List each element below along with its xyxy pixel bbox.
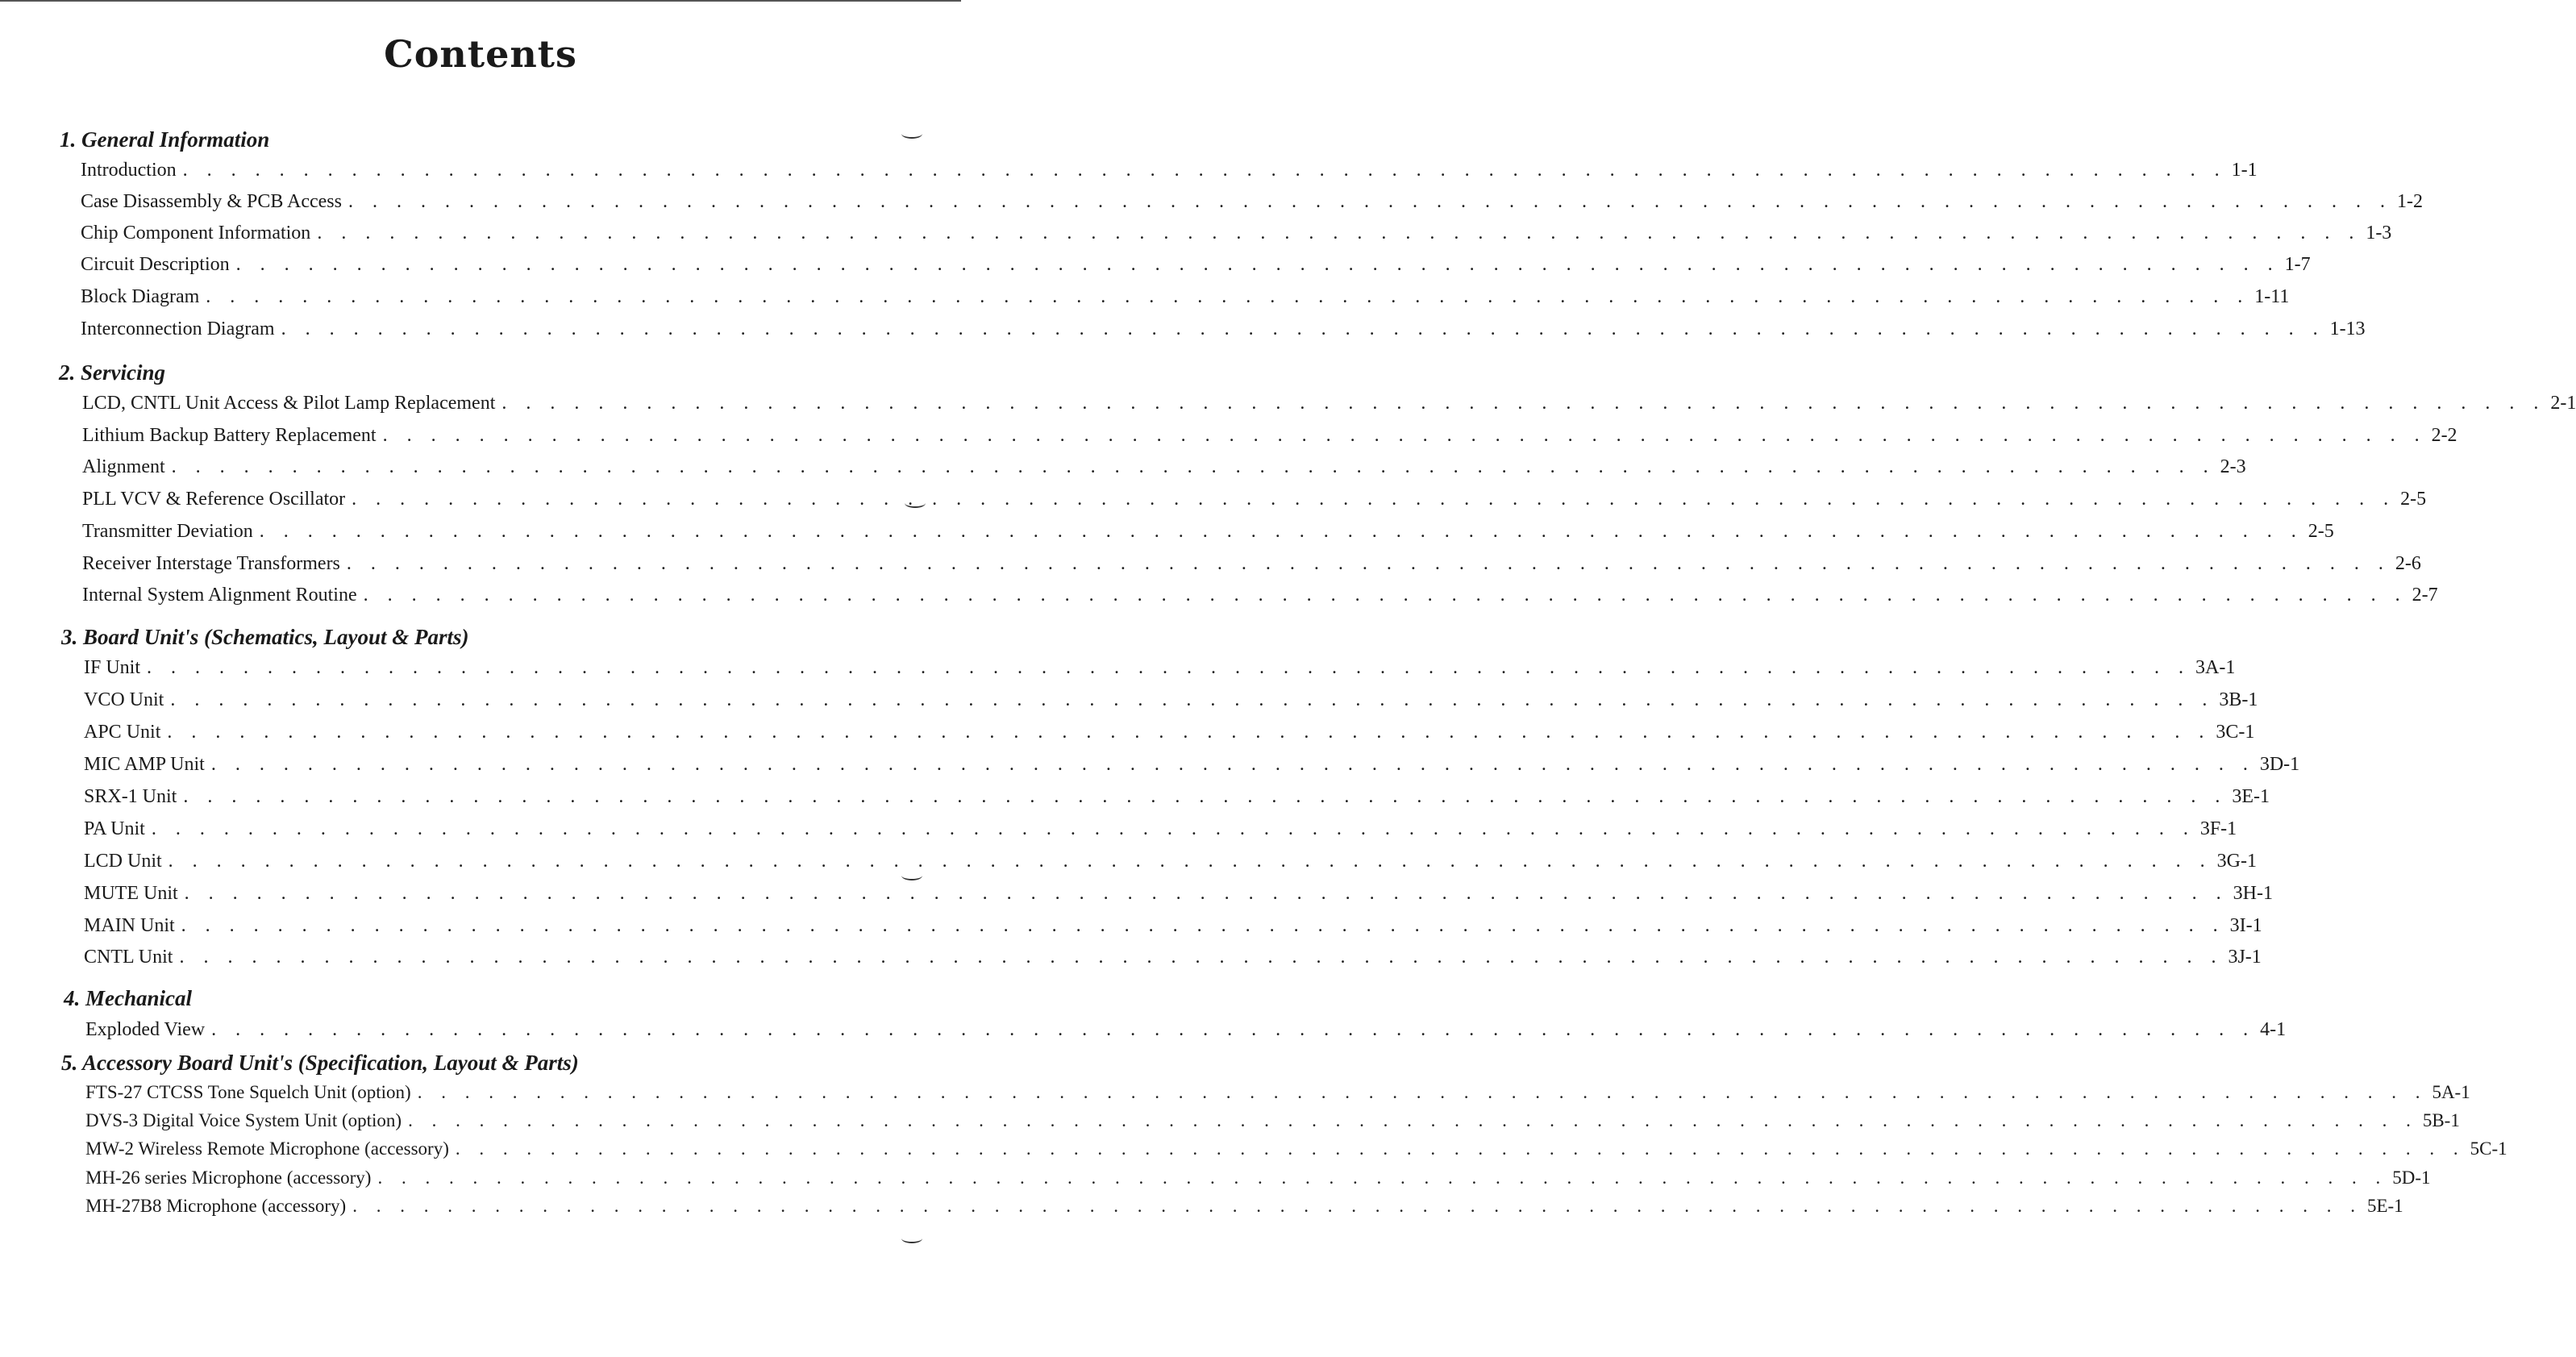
page-title: Contents: [384, 32, 577, 76]
toc-entry[interactable]: [81, 223, 2392, 247]
section-heading: 4. Mechanical: [64, 986, 192, 1010]
toc-entry[interactable]: [85, 1168, 2431, 1192]
toc-entry[interactable]: [82, 585, 2438, 609]
toc-entry[interactable]: [84, 947, 2262, 971]
toc-entry[interactable]: [85, 1138, 2507, 1163]
toc-entry-page-number: 3C-1: [2216, 722, 2255, 743]
toc-entry-page-number: 2-2: [2431, 425, 2457, 446]
dot-leader: . . . . . . . . . . . . . . . . . . . . . . . . . . . . . . . . . . . . . . . . . . . . . . . . . . . . . . . . . . . . . . . . . . . . . . . . . . . . . . . . . . . . .: [363, 585, 2407, 606]
toc-entry-page-number: 2-5: [2400, 489, 2427, 510]
dot-leader: . . . . . . . . . . . . . . . . . . . . . . . . . . . . . . . . . . . . . . . . . . . . . . . . . . . . . . . . . . . . . . . . . . . . . . . . . . . . . . . . . . . . .: [259, 521, 2303, 542]
toc-entry[interactable]: [82, 553, 2421, 577]
dot-leader: . . . . . . . . . . . . . . . . . . . . . . . . . . . . . . . . . . . . . . . . . . . . . . . . . . . . . . . . . . . . . . . . . . . . . . . . . . . . . . . . . . . . .: [348, 191, 2392, 212]
section-heading: 1. General Information: [60, 127, 270, 152]
dot-leader: . . . . . . . . . . . . . . . . . . . . . . . . . . . . . . . . . . . . . . . . . . . . . . . . . . . . . . . . . . . . . . . . . . . . . . . . . . . . . . . . . . . . .: [184, 883, 2229, 904]
toc-entry[interactable]: [84, 915, 2262, 939]
dot-leader: . . . . . . . . . . . . . . . . . . . . . . . . . . . . . . . . . . . . . . . . . . . . . . . . . . . . . . . . . . . . . . . . . . . . . . . . . . . . . . . . . . . . .: [417, 1082, 2428, 1102]
toc-entry-page-number: 5E-1: [2366, 1196, 2403, 1216]
dot-leader: . . . . . . . . . . . . . . . . . . . . . . . . . . . . . . . . . . . . . . . . . . . . . . . . . . . . . . . . . . . . . . . . . . . . . . . . . . . . . . . . . . . . .: [167, 722, 2212, 743]
toc-entry-label: Circuit Description: [81, 254, 230, 275]
dot-leader: . . . . . . . . . . . . . . . . . . . . . . . . . . . . . . . . . . . . . . . . . . . . . . . . . . . . . . . . . . . . . . . . . . . . . . . . . . . . . . . . . . . . .: [211, 1019, 2256, 1040]
section-heading: 2. Servicing: [59, 360, 165, 385]
toc-entry[interactable]: [81, 191, 2423, 215]
dot-leader: . . . . . . . . . . . . . . . . . . . . . . . . . . . . . . . . . . . . . . . . . . . . . . . . . . . . . . . . . . . . . . . . . . . . . . . . . . . . . . . . . . . . .: [346, 553, 2391, 574]
dot-leader: . . . . . . . . . . . . . . . . . . . . . . . . . . . . . . . . . . . . . . . . . . . . . . . . . . . . . . . . . . . . . . . . . . . . . . . . . . . . . . . . . . . . .: [183, 786, 2228, 807]
toc-entry[interactable]: [84, 883, 2273, 907]
toc-entry-page-number: 3G-1: [2216, 851, 2257, 872]
toc-entry-label: IF Unit: [84, 657, 141, 678]
binding-mark: [905, 498, 926, 508]
toc-entry[interactable]: [82, 425, 2457, 449]
dot-leader: . . . . . . . . . . . . . . . . . . . . . . . . . . . . . . . . . . . . . . . . . . . . . . . . . . . . . . . . . . . . . . . . . . . . . . . . . . . . . . . . . . . . .: [408, 1110, 2418, 1130]
dot-leader: . . . . . . . . . . . . . . . . . . . . . . . . . . . . . . . . . . . . . . . . . . . . . . . . . . . . . . . . . . . . . . . . . . . . . . . . . . . . . . . . . . . . .: [171, 456, 2216, 477]
toc-entry-page-number: 3D-1: [2259, 754, 2300, 775]
toc-entry-label: MUTE Unit: [84, 883, 178, 904]
toc-entry-label: Lithium Backup Battery Replacement: [82, 425, 377, 446]
toc-entry-label: MAIN Unit: [84, 915, 175, 936]
toc-entry[interactable]: [85, 1019, 2287, 1043]
toc-entry-label: Exploded View: [85, 1019, 206, 1040]
toc-entry-label: VCO Unit: [84, 689, 164, 710]
dot-leader: . . . . . . . . . . . . . . . . . . . . . . . . . . . . . . . . . . . . . . . . . . . . . . . . . . . . . . . . . . . . . . . . . . . . . . . . . . . . . . . . . . . . .: [206, 286, 2250, 307]
toc-entry[interactable]: [82, 521, 2334, 545]
toc-entry-page-number: 3F-1: [2199, 818, 2237, 839]
toc-entry-label: PLL VCV & Reference Oscillator: [82, 489, 346, 510]
toc-entry-label: SRX-1 Unit: [84, 786, 177, 807]
dot-leader: . . . . . . . . . . . . . . . . . . . . . . . . . . . . . . . . . . . . . . . . . . . . . . . . . . . . . . . . . . . . . . . . . . . . . . . . . . . . . . . . . . . . .: [147, 657, 2191, 678]
dot-leader: . . . . . . . . . . . . . . . . . . . . . . . . . . . . . . . . . . . . . . . . . . . . . . . . . . . . . . . . . . . . . . . . . . . . . . . . . . . . . . . . . . . . .: [181, 915, 2225, 936]
toc-entry[interactable]: [82, 393, 2576, 417]
dot-leader: . . . . . . . . . . . . . . . . . . . . . . . . . . . . . . . . . . . . . . . . . . . . . . . . . . . . . . . . . . . . . . . . . . . . . . . . . . . . . . . . . . . . .: [151, 818, 2195, 839]
toc-entry-page-number: 1-1: [2231, 160, 2258, 181]
toc-entry-label: Alignment: [82, 456, 165, 477]
dot-leader: . . . . . . . . . . . . . . . . . . . . . . . . . . . . . . . . . . . . . . . . . . . . . . . . . . . . . . . . . . . . . . . . . . . . . . . . . . . . . . . . . . . . .: [352, 489, 2396, 510]
toc-entry-page-number: 2-3: [2220, 456, 2246, 477]
toc-entry-label: DVS-3 Digital Voice System Unit (option): [85, 1110, 402, 1130]
toc-entry-label: PA Unit: [84, 818, 145, 839]
toc-entry[interactable]: [85, 1110, 2460, 1134]
section-heading: 3. Board Unit's (Schematics, Layout & Parts): [61, 625, 469, 649]
toc-entry[interactable]: [81, 160, 2258, 184]
toc-entry-label: MIC AMP Unit: [84, 754, 205, 775]
dot-leader: . . . . . . . . . . . . . . . . . . . . . . . . . . . . . . . . . . . . . . . . . . . . . . . . . . . . . . . . . . . . . . . . . . . . . . . . . . . . . . . . . . . . .: [170, 689, 2215, 710]
toc-entry-page-number: 5C-1: [2470, 1138, 2507, 1159]
toc-entry[interactable]: [81, 318, 2366, 343]
section-heading: 5. Accessory Board Unit's (Specification, Layout & Parts): [61, 1051, 579, 1075]
toc-entry-page-number: 4-1: [2260, 1019, 2287, 1040]
toc-entry-page-number: 3J-1: [2228, 947, 2262, 968]
toc-entry-label: APC Unit: [84, 722, 161, 743]
toc-entry[interactable]: [85, 1196, 2403, 1220]
toc-entry[interactable]: [81, 254, 2311, 278]
toc-entry[interactable]: [84, 657, 2236, 681]
toc-entry[interactable]: [84, 722, 2255, 746]
toc-entry[interactable]: [82, 456, 2246, 481]
toc-entry-label: Transmitter Deviation: [82, 521, 253, 542]
dot-leader: . . . . . . . . . . . . . . . . . . . . . . . . . . . . . . . . . . . . . . . . . . . . . . . . . . . . . . . . . . . . . . . . . . . . . . . . . . . . . . . . . . . . .: [179, 947, 2224, 968]
dot-leader: . . . . . . . . . . . . . . . . . . . . . . . . . . . . . . . . . . . . . . . . . . . . . . . . . . . . . . . . . . . . . . . . . . . . . . . . . . . . . . . . . . . . .: [455, 1138, 2466, 1159]
toc-entry-page-number: 1-11: [2254, 286, 2290, 307]
binding-mark: [901, 1234, 922, 1243]
toc-entry[interactable]: [84, 754, 2300, 778]
dot-leader: . . . . . . . . . . . . . . . . . . . . . . . . . . . . . . . . . . . . . . . . . . . . . . . . . . . . . . . . . . . . . . . . . . . . . . . . . . . . . . . . . . . . .: [235, 254, 2280, 275]
toc-entry-label: MH-27B8 Microphone (accessory): [85, 1196, 347, 1216]
dot-leader: . . . . . . . . . . . . . . . . . . . . . . . . . . . . . . . . . . . . . . . . . . . . . . . . . . . . . . . . . . . . . . . . . . . . . . . . . . . . . . . . . . . . .: [377, 1168, 2388, 1188]
toc-entry-page-number: 1-2: [2397, 191, 2423, 212]
toc-entry-page-number: 5B-1: [2422, 1110, 2460, 1130]
toc-entry-page-number: 2-6: [2395, 553, 2421, 574]
toc-entry-page-number: 5A-1: [2432, 1082, 2470, 1102]
dot-leader: . . . . . . . . . . . . . . . . . . . . . . . . . . . . . . . . . . . . . . . . . . . . . . . . . . . . . . . . . . . . . . . . . . . . . . . . . . . . . . . . . . . . .: [317, 223, 2362, 244]
toc-entry-page-number: 2-7: [2412, 585, 2438, 606]
toc-entry[interactable]: [85, 1082, 2470, 1106]
toc-entry-label: Chip Component Information: [81, 223, 311, 244]
dot-leader: . . . . . . . . . . . . . . . . . . . . . . . . . . . . . . . . . . . . . . . . . . . . . . . . . . . . . . . . . . . . . . . . . . . . . . . . . . . . . . . . . . . . .: [352, 1196, 2362, 1216]
toc-entry-label: Case Disassembly & PCB Access: [81, 191, 342, 212]
toc-entry-page-number: 3I-1: [2229, 915, 2262, 936]
toc-entry[interactable]: [84, 851, 2257, 875]
toc-entry-label: Interconnection Diagram: [81, 318, 275, 339]
toc-entry-page-number: 5D-1: [2392, 1168, 2431, 1188]
binding-mark: [901, 871, 922, 880]
toc-entry-label: Receiver Interstage Transformers: [82, 553, 340, 574]
toc-entry-label: MW-2 Wireless Remote Microphone (accessory): [85, 1138, 449, 1159]
toc-entry-label: Block Diagram: [81, 286, 200, 307]
dot-leader: . . . . . . . . . . . . . . . . . . . . . . . . . . . . . . . . . . . . . . . . . . . . . . . . . . . . . . . . . . . . . . . . . . . . . . . . . . . . . . . . . . . . .: [210, 754, 2255, 775]
toc-entry[interactable]: [82, 489, 2427, 513]
toc-entry-page-number: 2-1: [2550, 393, 2576, 414]
top-rule: [0, 0, 961, 2]
toc-entry-page-number: 2-5: [2308, 521, 2334, 542]
toc-entry-label: Internal System Alignment Routine: [82, 585, 357, 606]
binding-mark: [901, 129, 922, 139]
toc-entry-page-number: 3H-1: [2233, 883, 2273, 904]
toc-entry-label: LCD Unit: [84, 851, 162, 872]
dot-leader: . . . . . . . . . . . . . . . . . . . . . . . . . . . . . . . . . . . . . . . . . . . . . . . . . . . . . . . . . . . . . . . . . . . . . . . . . . . . . . . . . . . . .: [281, 318, 2325, 339]
dot-leader: . . . . . . . . . . . . . . . . . . . . . . . . . . . . . . . . . . . . . . . . . . . . . . . . . . . . . . . . . . . . . . . . . . . . . . . . . . . . . . . . . . . . .: [382, 425, 2427, 446]
toc-entry-page-number: 3B-1: [2219, 689, 2258, 710]
toc-entry-page-number: 1-3: [2366, 223, 2392, 244]
toc-entry-page-number: 1-13: [2329, 318, 2366, 339]
toc-entry-label: Introduction: [81, 160, 177, 181]
toc-entry[interactable]: [84, 786, 2270, 810]
toc-entry-label: LCD, CNTL Unit Access & Pilot Lamp Replacement: [82, 393, 496, 414]
dot-leader: . . . . . . . . . . . . . . . . . . . . . . . . . . . . . . . . . . . . . . . . . . . . . . . . . . . . . . . . . . . . . . . . . . . . . . . . . . . . . . . . . . . . .: [168, 851, 2212, 872]
toc-entry[interactable]: [84, 818, 2237, 843]
toc-entry-label: FTS-27 CTCSS Tone Squelch Unit (option): [85, 1082, 411, 1102]
toc-entry-page-number: 1-7: [2284, 254, 2311, 275]
toc-entry-label: MH-26 series Microphone (accessory): [85, 1168, 372, 1188]
toc-entry-page-number: 3E-1: [2232, 786, 2270, 807]
toc-entry[interactable]: [84, 689, 2258, 714]
toc-entry[interactable]: [81, 286, 2290, 310]
dot-leader: . . . . . . . . . . . . . . . . . . . . . . . . . . . . . . . . . . . . . . . . . . . . . . . . . . . . . . . . . . . . . . . . . . . . . . . . . . . . . . . . . . . . .: [182, 160, 2227, 181]
toc-entry-page-number: 3A-1: [2195, 657, 2236, 678]
toc-entry-label: CNTL Unit: [84, 947, 173, 968]
dot-leader: . . . . . . . . . . . . . . . . . . . . . . . . . . . . . . . . . . . . . . . . . . . . . . . . . . . . . . . . . . . . . . . . . . . . . . . . . . . . . . . . . . . . .: [501, 393, 2546, 414]
